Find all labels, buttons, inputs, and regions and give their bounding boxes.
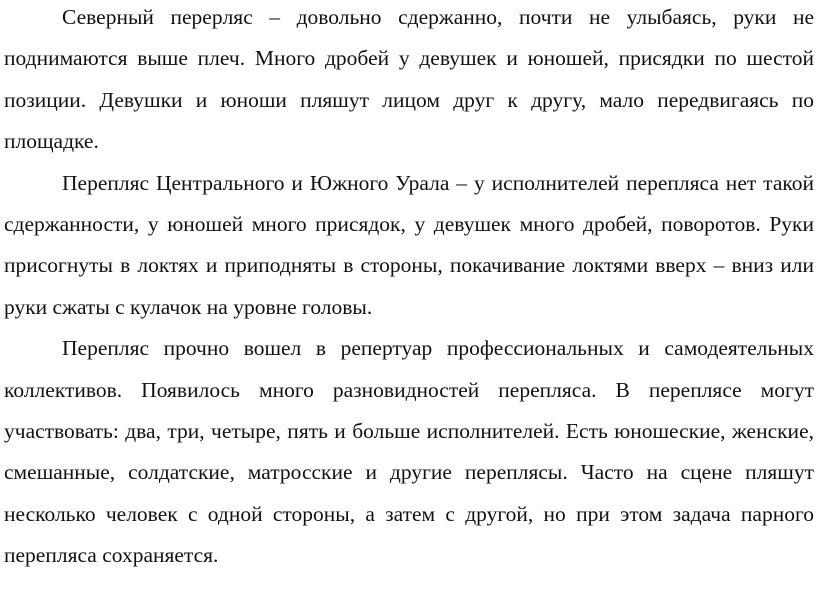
paragraph-ural-pereplyas: Перепляс Центрального и Южного Урала – у исполнителей перепляса нет такой сдержанности, у юношей много присядок, у девушек много дробей, поворотов. Руки присогнуты в локтях и приподняты в стороны, покачивание локтями вверх – вниз или руки сжаты с кулачок на уровне головы. xyxy=(4,170,814,319)
document-page xyxy=(4,0,814,591)
paragraph-northern-pereplyas: Северный переpляс – довольно сдержанно, почти не улыбаясь, руки не поднимаются выше плеч. Много дробей у девушек и юношей, присядки по шестой позиции. Девушки и юноши пляшут лицом друг к другу, мало передвигаясь по площадке. xyxy=(4,5,814,154)
paragraph-repertoire: Перепляс прочно вошел в репертуар профессиональных и самодеятельных коллективов. Появилось много разновидностей перепляса. В переплясе могут участвовать: два, три, четыре, пять и больше исполнителей. Есть юношеские, женские, смешанные, солдатские, матросские и другие переплясы. Часто на сцене пляшут несколько человек с одной стороны, а затем с другой, но при этом задача парного перепляса сохраняется. xyxy=(4,336,814,568)
